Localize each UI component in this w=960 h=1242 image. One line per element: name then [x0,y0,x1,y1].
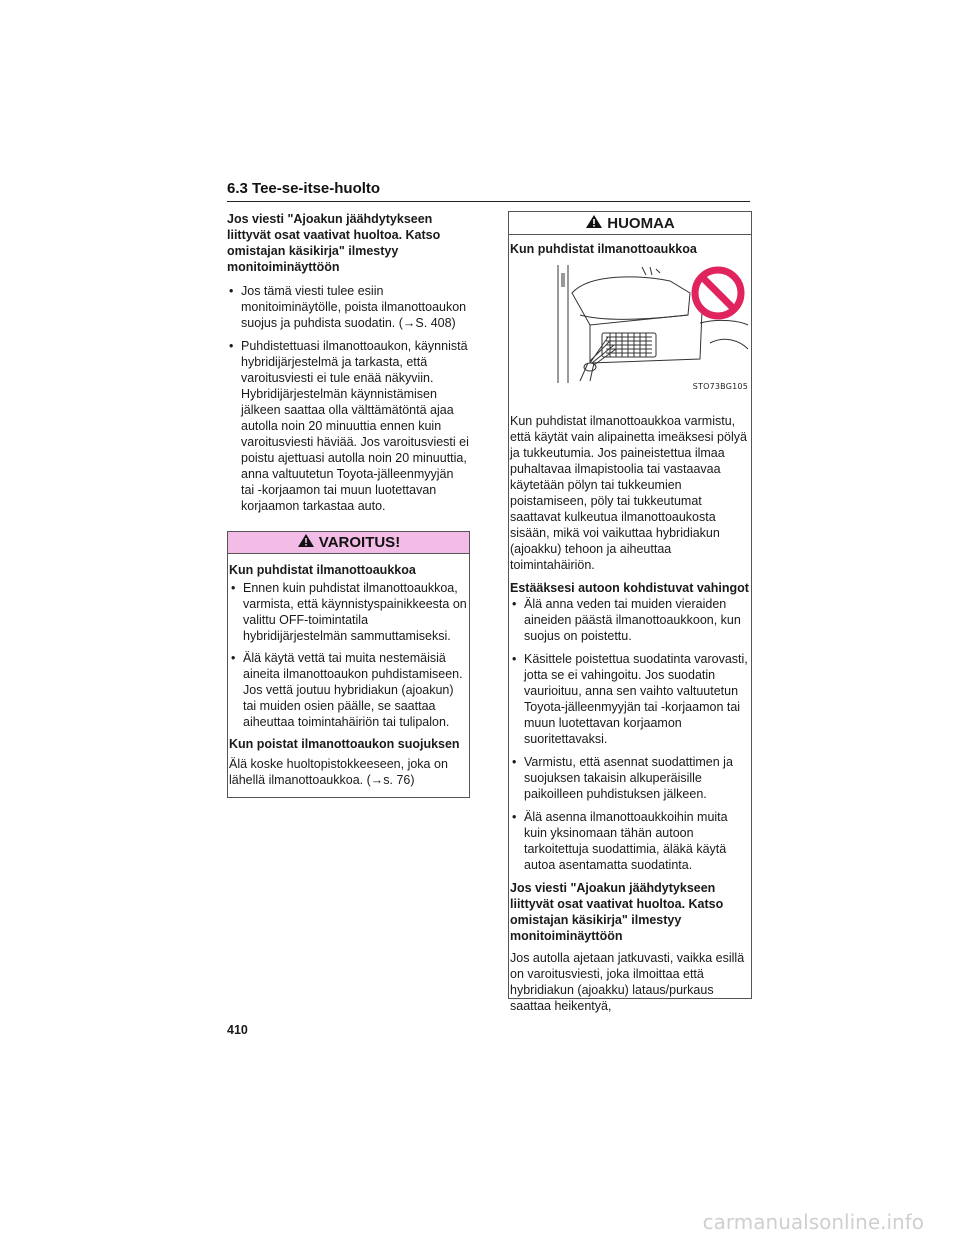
page-number: 410 [227,1023,248,1037]
warning-title: VAROITUS! [318,534,401,551]
warning-bullet-list [229,580,468,730]
warning-heading-1: Kun puhdistat ilmanottoaukkoa [229,563,416,577]
left-heading: Jos viesti "Ajoakun jäähdytykseen liittyvät osat vaativat huoltoa. Katso omistajan käsikirja" ilmestyy monitoiminäyttöön [227,212,441,274]
list-item: • Älä anna veden tai muiden vieraiden aineiden päästä ilmanottoaukkoon, kun suojus on poistettu. [512,597,741,643]
left-column [227,211,470,798]
air-intake-drawing [550,263,750,383]
notice-box [508,211,752,1013]
bullet-icon: • [229,284,234,298]
list-item: • Varmistu, että asennat suodattimen ja suojuksen takaisin alkuperäisille paikoilleen puhdistuksen jälkeen. [512,755,733,801]
notice-bullet-list [510,596,750,873]
list-item: • Älä asenna ilmanottoaukkoihin muita kuin yksinomaan tähän autoon tarkoitettuja suodattimia, äläkä käytä autoa asentamatta suodatinta. [512,810,728,872]
warning-heading-2: Kun poistat ilmanottoaukon suojuksen [229,737,460,751]
bullet-icon: • [231,581,236,595]
bullet-icon: • [512,810,517,824]
warning-triangle-icon [297,533,315,552]
notice-title: HUOMAA [607,214,675,232]
notice-heading-2: Estääksesi autoon kohdistuvat vahingot [510,581,749,595]
bullet-icon: • [231,651,236,665]
warning-box [227,531,470,798]
bullet-icon: • [229,339,234,353]
section-header: 6.3 Tee-se-itse-huolto [227,180,750,202]
left-bullet-list [227,283,470,514]
watermark[interactable]: carmanualsonline.info [702,1210,924,1234]
notice-body [509,235,751,1014]
list-item: • Älä käytä vettä tai muita nestemäisiä aineita ilmanottoaukon puhdistamiseen. Jos vettä joutuu hybridiakun (ajoakun) tai muiden osien päälle, se saattaa aiheuttaa toimintahäiriön tai tulipalon. [231,651,463,729]
notice-title-bar [509,212,751,235]
warning-title-bar [228,532,469,554]
notice-text-1: Kun puhdistat ilmanottoaukkoa varmistu, että käytät vain alipainetta imeäksesi pölyä ja tukkeutumia. Jos paineistettua ilmaa puhaltavaa ilmapistoolia tai vastaavaa käytetään pölyn tai tukkeumien poistamiseen, pöly tai tukkeutumat saattavat kulkeutua ilmanottoaukosta sisään, mikä voi vaikuttaa hybridiakun (ajoakku) tehoon ja aiheuttaa toimintahäiriön. [510,414,747,572]
bullet-icon: • [512,652,517,666]
bullet-icon: • [512,755,517,769]
notice-heading-1: Kun puhdistat ilmanottoaukkoa [510,242,697,256]
notice-heading-3: Jos viesti "Ajoakun jäähdytykseen liittyvät osat vaativat huoltoa. Katso omistajan käsikirja" ilmestyy monitoiminäyttöön [510,881,724,943]
prohibition-icon [695,270,741,316]
warning-text-2: Älä koske huoltopistokkeeseen, joka on lähellä ilmanottoaukkoa. (→s. 76) [229,757,448,787]
warning-body [228,554,469,797]
list-item: • Ennen kuin puhdistat ilmanottoaukkoa, varmista, että käynnistyspainikkeesta on valittu OFF-toimintatila hybridijärjestelmän sammuttamiseksi. [231,581,467,643]
list-item: • Käsittele poistettua suodatinta varovasti, jotta se ei vahingoitu. Jos suodatin vaurioituu, anna sen vaihto valtuutetun Toyota-jälleenmyyjän tai -korjaamon tai muun luotettavan korjaamon suoritettavaksi. [512,652,748,746]
notice-text-3: Jos autolla ajetaan jatkuvasti, vaikka esillä on varoitusviesti, joka ilmoittaa että hybridiakun (ajoakku) lataus/purkaus saattaa heikentyä, [510,951,745,1013]
bullet-icon: • [512,597,517,611]
figure-code: STO73BG105 [692,382,748,391]
list-item: • Jos tämä viesti tulee esiin monitoiminäytölle, poista ilmanottoaukon suojus ja puhdista suodatin. (→S. 408) [229,284,467,330]
list-item: • Puhdistettuasi ilmanottoaukon, käynnistä hybridijärjestelmä ja tarkasta, että varoitusviesti ei tule enää näkyviin. Hybridijärjestelmän käynnistämisen jälkeen saattaa olla välttämätöntä ajaa autolla noin 20 minuuttia ennen kuin varoitusviesti häviää. Jos varoitusviesti ei poistu ajettuasi autolla noin 20 minuuttia, anna valtuutetun Toyota-jälleenmyyjän tai -korjaamon tai muun luotettavan korjaamon tarkastaa auto. [229,339,469,513]
notice-triangle-icon [585,214,603,233]
illustration-air-intake [550,263,750,391]
right-column [508,211,751,1013]
